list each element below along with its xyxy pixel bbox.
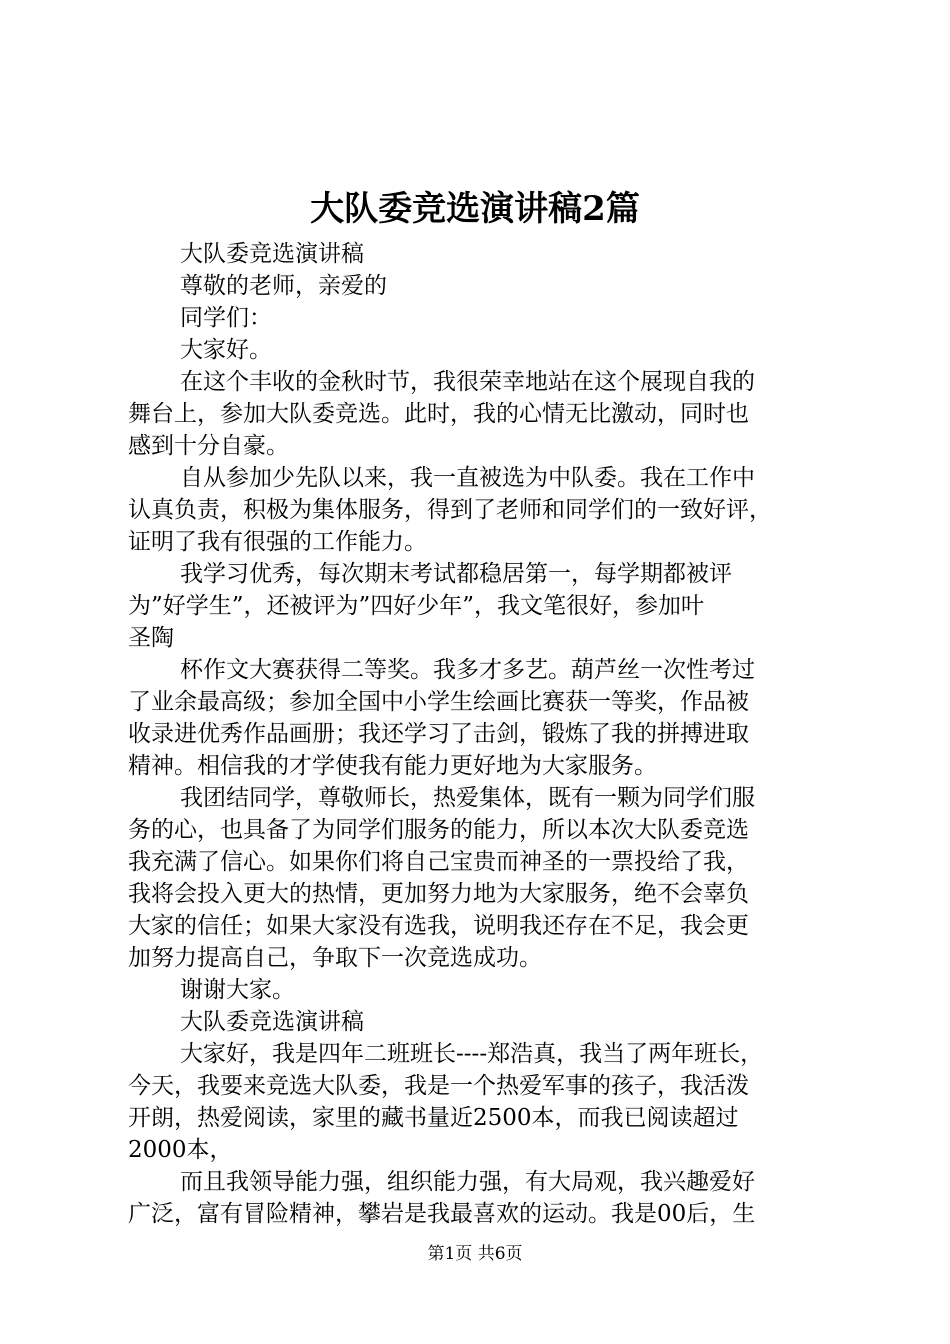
text-line: 圣陶 (128, 625, 174, 651)
text-line: 大家好。 (180, 337, 272, 363)
text-line: 开朗，热爱阅读，家里的藏书量近2500本，而我已阅读超过 (128, 1105, 739, 1131)
text-line: 加努力提高自己，争取下一次竞选成功。 (128, 945, 542, 971)
text-line: 大队委竞选演讲稿 (180, 1009, 364, 1035)
text-line: 大家好，我是四年二班班长----郑浩真，我当了两年班长， (180, 1041, 764, 1067)
text-line: 自从参加少先队以来，我一直被选为中队委。我在工作中 (180, 465, 755, 491)
text-line: 认真负责，积极为集体服务，得到了老师和同学们的一致好评， (128, 497, 772, 523)
document-title: 大队委竞选演讲稿2篇 (310, 189, 640, 229)
text-line: 我学习优秀，每次期末考试都稳居第一，每学期都被评 (180, 561, 732, 587)
text-line: 我将会投入更大的热情，更加努力地为大家服务，绝不会辜负 (128, 881, 749, 907)
text-line: 为”好学生”，还被评为”四好少年”，我文笔很好，参加叶 (128, 593, 705, 619)
text-line: 在这个丰收的金秋时节，我很荣幸地站在这个展现自我的 (180, 369, 755, 395)
text-line: 我团结同学，尊敬师长，热爱集体，既有一颗为同学们服 (180, 785, 755, 811)
document-body (128, 238, 840, 1230)
text-line: 广泛，富有冒险精神，攀岩是我最喜欢的运动。我是00后，生 (128, 1201, 756, 1227)
text-line: 大家的信任；如果大家没有选我，说明我还存在不足，我会更 (128, 913, 749, 939)
text-line: 而且我领导能力强，组织能力强，有大局观，我兴趣爱好 (180, 1169, 755, 1195)
text-line: 精神。相信我的才学使我有能力更好地为大家服务。 (128, 753, 657, 779)
text-line: 务的心，也具备了为同学们服务的能力，所以本次大队委竞选 (128, 817, 749, 843)
text-line: 了业余最高级；参加全国中小学生绘画比赛获一等奖，作品被 (128, 689, 749, 715)
text-line: 证明了我有很强的工作能力。 (128, 529, 427, 555)
text-line: 感到十分自豪。 (128, 433, 289, 459)
text-line: 尊敬的老师，亲爱的 (180, 273, 387, 299)
text-line: 今天，我要来竞选大队委，我是一个热爱军事的孩子，我活泼 (128, 1073, 749, 1099)
text-line: 我充满了信心。如果你们将自己宝贵而神圣的一票投给了我， (128, 849, 749, 875)
text-line: 舞台上，参加大队委竞选。此时，我的心情无比激动，同时也 (128, 401, 749, 427)
text-line: 杯作文大赛获得二等奖。我多才多艺。葫芦丝一次性考过 (180, 657, 755, 683)
text-line: 2000本， (128, 1137, 233, 1163)
page-footer: 第1页 共6页 (427, 1244, 523, 1264)
text-line: 大队委竞选演讲稿 (180, 241, 364, 267)
text-line: 同学们： (180, 305, 272, 331)
text-line: 谢谢大家。 (180, 977, 295, 1003)
text-line: 收录进优秀作品画册；我还学习了击剑，锻炼了我的拼搏进取 (128, 721, 749, 747)
